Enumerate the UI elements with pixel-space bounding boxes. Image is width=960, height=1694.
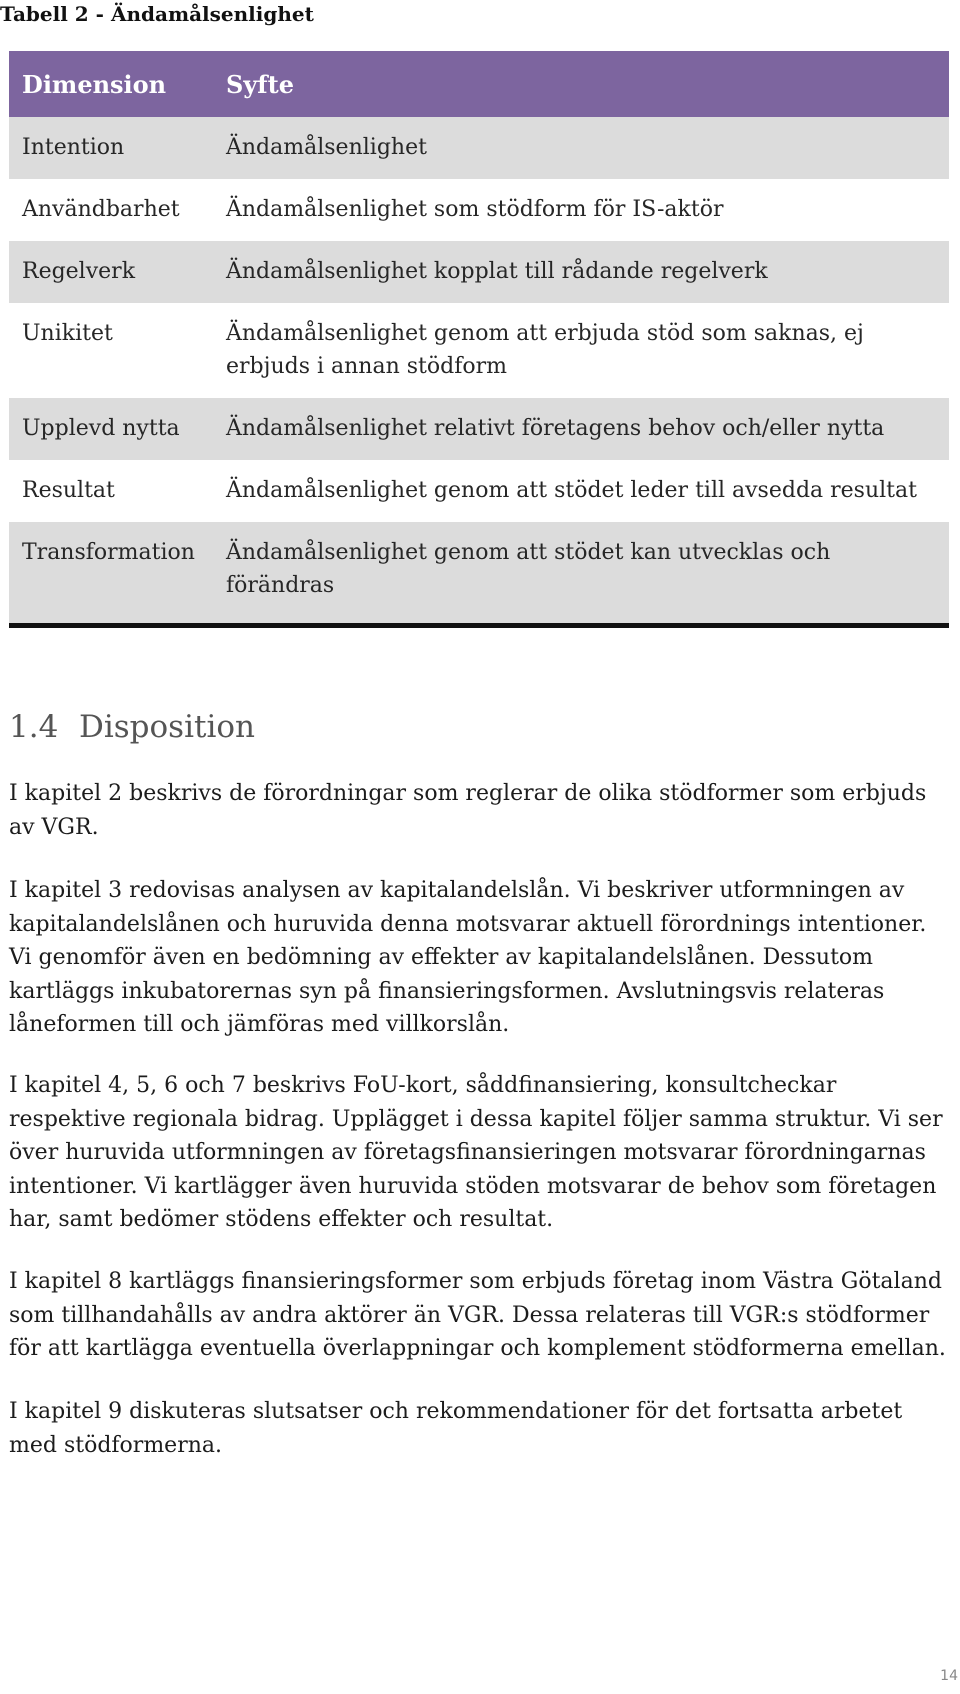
table-row xyxy=(9,179,949,241)
table-row xyxy=(9,398,949,460)
table-row xyxy=(9,522,949,623)
header-dimension: Dimension xyxy=(22,69,167,99)
row-dimension: Regelverk xyxy=(22,259,136,284)
row-dimension: Intention xyxy=(22,135,125,160)
purpose-table xyxy=(9,51,949,628)
row-dimension: Transformation xyxy=(22,540,195,565)
row-purpose: Ändamålsenlighet xyxy=(226,135,427,160)
section-title: Disposition xyxy=(79,709,256,745)
row-dimension: Upplevd nytta xyxy=(22,416,180,441)
table-row xyxy=(9,117,949,179)
table-bottom-rule xyxy=(9,623,949,628)
row-purpose: Ändamålsenlighet genom att erbjuda stöd som saknas, ej erbjuds i annan stödform xyxy=(226,321,864,379)
table-header-row xyxy=(9,51,949,117)
row-purpose: Ändamålsenlighet kopplat till rådande regelverk xyxy=(226,259,768,284)
section-heading xyxy=(9,707,255,747)
paragraph: I kapitel 2 beskrivs de förordningar som reglerar de olika stödformer som erbjuds av VGR. xyxy=(9,781,927,840)
section-number: 1.4 xyxy=(9,709,59,745)
table-row xyxy=(9,241,949,303)
row-purpose: Ändamålsenlighet genom att stödet kan utvecklas och förändras xyxy=(226,540,831,598)
paragraph: I kapitel 4, 5, 6 och 7 beskrivs FoU-kort, såddfinansiering, konsultcheckar respektive regionala bidrag. Upplägget i dessa kapitel följer samma struktur. Vi ser över huruvida utformningen av företagsfinansieringen motsvarar förordningarnas intentioner. Vi kartlägger även huruvida stöden motsvarar de behov som företagen har, samt bedömer stödens effekter och resultat. xyxy=(9,1073,943,1233)
paragraph: I kapitel 9 diskuteras slutsatser och rekommendationer för det fortsatta arbetet med stödformerna. xyxy=(9,1399,903,1458)
page-number: 14 xyxy=(940,1668,958,1684)
header-purpose: Syfte xyxy=(226,69,294,99)
row-dimension: Unikitet xyxy=(22,321,113,346)
row-dimension: Resultat xyxy=(22,478,115,503)
paragraph: I kapitel 8 kartläggs finansieringsformer som erbjuds företag inom Västra Götaland som tillhandahålls av andra aktörer än VGR. Dessa relateras till VGR:s stödformer för att kartlägga eventuella överlappningar och komplement stödformerna emellan. xyxy=(9,1269,946,1362)
table-caption: Tabell 2 - Ändamålsenlighet xyxy=(0,2,314,26)
paragraph: I kapitel 3 redovisas analysen av kapitalandelslån. Vi beskriver utformningen av kapitalandelslånen och huruvida denna motsvarar aktuell förordnings intentioner. Vi genomför även en bedömning av effekter av kapitalandelslånen. Dessutom kartläggs inkubatorernas syn på finansieringsformen. Avslutningsvis relateras låneformen till och jämföras med villkorslån. xyxy=(9,878,927,1038)
row-dimension: Användbarhet xyxy=(22,197,180,222)
table-row xyxy=(9,460,949,522)
row-purpose: Ändamålsenlighet relativt företagens behov och/eller nytta xyxy=(226,416,885,441)
row-purpose: Ändamålsenlighet genom att stödet leder till avsedda resultat xyxy=(226,478,917,503)
table-row xyxy=(9,303,949,398)
row-purpose: Ändamålsenlighet som stödform för IS-aktör xyxy=(226,197,724,222)
